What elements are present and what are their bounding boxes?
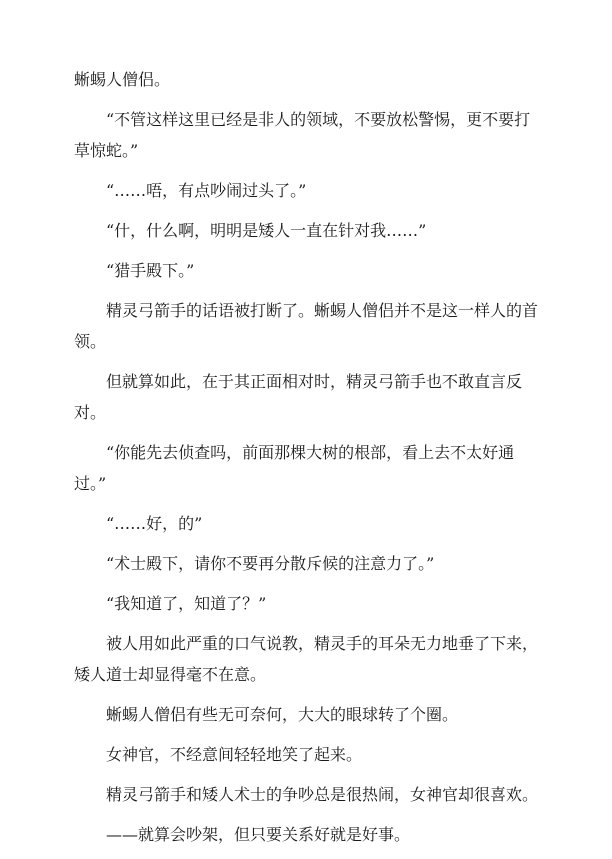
paragraph: “……好，的” <box>106 514 203 533</box>
paragraph: 但就算如此，在于其正面相对时，精灵弓箭手也不敢直言反对。 <box>74 372 523 422</box>
paragraph: ——就算会吵架，但只要关系好就是好事。 <box>106 825 411 844</box>
paragraph: 女神官，不经意间轻轻地笑了起来。 <box>106 745 363 764</box>
paragraph: “我知道了，知道了？” <box>106 594 267 613</box>
paragraph: “什，什么啊，明明是矮人一直在针对我……” <box>106 221 427 240</box>
paragraph: 蜥蜴人僧侣有些无可奈何，大大的眼球转了个圈。 <box>106 705 459 724</box>
paragraph: “……唔，有点吵闹过头了。” <box>106 181 307 200</box>
paragraph: “不管这样这里已经是非人的领域，不要放松警惕，更不要打草惊蛇。” <box>74 110 531 160</box>
paragraph: “你能先去侦查吗，前面那棵大树的根部，看上去不太好通过。” <box>74 443 515 493</box>
paragraph: “猎手殿下。” <box>106 261 195 280</box>
body-text <box>74 64 544 859</box>
paragraph: “术士殿下，请你不要再分散斥候的注意力了。” <box>106 554 435 573</box>
paragraph: 精灵弓箭手的话语被打断了。蜥蜴人僧侣并不是这一样人的首领。 <box>74 301 539 351</box>
paragraph: 被人用如此严重的口气说教，精灵手的耳朵无力地垂了下来，矮人道士却显得毫不在意。 <box>74 634 539 684</box>
paragraph: 精灵弓箭手和矮人术士的争吵总是很热闹，女神官却很喜欢。 <box>106 785 539 804</box>
paragraph: 蜥蜴人僧侣。 <box>74 70 171 89</box>
